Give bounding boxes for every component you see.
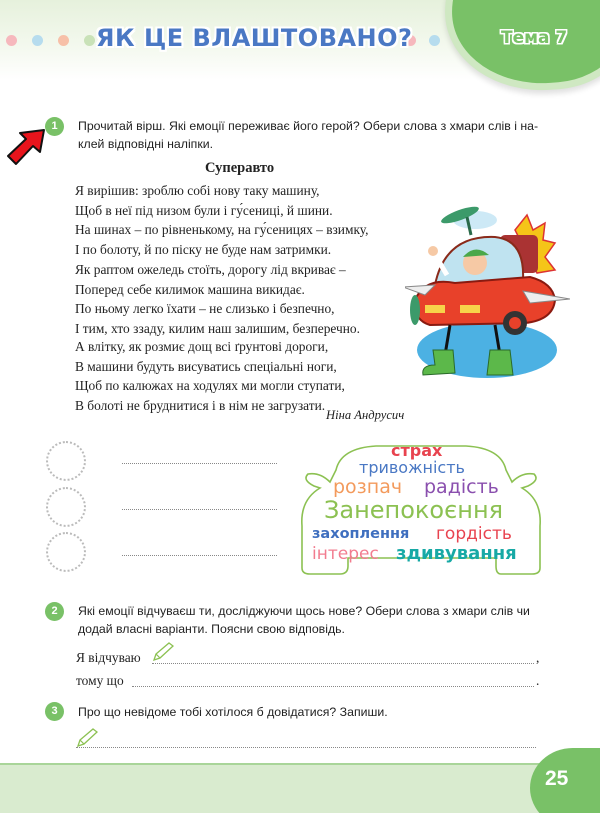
header-dots-left: [6, 35, 95, 46]
task-2-instruction: [78, 602, 578, 638]
decor-dot: [58, 35, 69, 46]
task-3-instruction: Про що невідоме тобі хотілося б довідатися? Запиши.: [78, 705, 388, 719]
sticker-slot[interactable]: [46, 532, 86, 572]
cloud-word-interest: інтерес: [312, 544, 379, 564]
cloud-word-anxiety: тривожність: [359, 458, 465, 477]
decor-dot: [429, 35, 440, 46]
because-answer-field[interactable]: [132, 686, 534, 687]
cloud-word-fear: страх: [391, 441, 443, 460]
pen-icon: [152, 642, 174, 662]
red-arrow-icon: [4, 128, 46, 168]
decor-dot: [32, 35, 43, 46]
task-number-3: 3: [45, 702, 64, 721]
poem-line: І по болоту, й по піску не буде нам затримки.: [75, 241, 332, 257]
poem-line: І тим, хто ззаду, килим наш залишим, безперечно.: [75, 320, 360, 336]
poem-line: Як раптом ожеледь стоїть, дорогу лід вкриває –: [75, 262, 346, 277]
cloud-word-despair: розпач: [333, 476, 403, 498]
page-number: 25: [545, 767, 569, 790]
topic-label: Тема 7: [501, 28, 568, 48]
decor-dot: [6, 35, 17, 46]
answer-line[interactable]: [122, 509, 277, 510]
poem-line: В машини будуть висуватись спеціальні ноги,: [75, 358, 337, 374]
poem-line: На шинах – по рівненькому, на гу́сеницях – взимку,: [75, 222, 369, 237]
poem-stanza-2: [75, 260, 360, 338]
instruction-line: Прочитай вірш. Які емоції переживає його герой? Обери слова з хмари слів і на-: [78, 119, 539, 133]
poem-line: Щоб в неї під низом були і гу́сениці, й шини.: [75, 202, 333, 218]
because-label: тому що: [76, 673, 124, 688]
feel-comma: ,: [536, 650, 540, 665]
task-3-answer-field[interactable]: [76, 747, 536, 748]
cloud-word-pride: гордість: [436, 524, 512, 544]
task-number-2: 2: [45, 602, 64, 621]
poem-line: Я вирішив: зроблю собі нову таку машину,: [75, 183, 320, 198]
answer-line[interactable]: [122, 555, 277, 556]
poem-author: Ніна Андрусич: [326, 408, 405, 422]
footer-band: [0, 763, 600, 813]
task-number-1: 1: [45, 117, 64, 136]
instruction-line: додай власні варіанти. Поясни свою відповідь.: [78, 622, 345, 636]
poem-line: В болоті не бруднитися і в нім не загрузати.: [75, 397, 326, 413]
feel-label: Я відчуваю: [76, 650, 141, 665]
poem-stanza-1: [75, 181, 368, 259]
instruction-line: Які емоції відчуваєш ти, досліджуючи щось нове? Обери слова з хмари слів чи: [78, 604, 530, 618]
instruction-line: клей відповідні наліпки.: [78, 137, 213, 151]
topic-badge: [440, 0, 600, 97]
poem-line: А влітку, як розмиє дощ всі ґрунтові дороги,: [75, 339, 329, 354]
page-title: ЯК ЦЕ ВЛАШТОВАНО?: [96, 24, 413, 52]
word-cloud: [296, 440, 544, 578]
poem-line: По ньому легко їхати – не слизько і безпечно,: [75, 301, 335, 316]
answer-line[interactable]: [122, 463, 277, 464]
because-period: .: [536, 673, 540, 688]
cloud-word-surprise: здивування: [396, 543, 517, 564]
cloud-word-concern: Занепокоєння: [324, 496, 504, 524]
feel-answer-field[interactable]: [152, 663, 534, 664]
pen-icon: [76, 728, 98, 748]
cloud-word-excitement: захоплення: [312, 526, 410, 542]
poem-line: Щоб по калюжах на ходулях ми могли ступати,: [75, 378, 345, 393]
poem-line: Поперед себе килимок машина викидає.: [75, 281, 305, 297]
super-car-illustration: [405, 195, 570, 385]
cloud-word-joy: радість: [424, 476, 499, 498]
task-1-instruction: [78, 117, 578, 153]
poem-title: Суперавто: [205, 160, 275, 176]
decor-dot: [84, 35, 95, 46]
sticker-slot[interactable]: [46, 441, 86, 481]
poem-stanza-3: [75, 337, 345, 415]
sticker-slot[interactable]: [46, 487, 86, 527]
